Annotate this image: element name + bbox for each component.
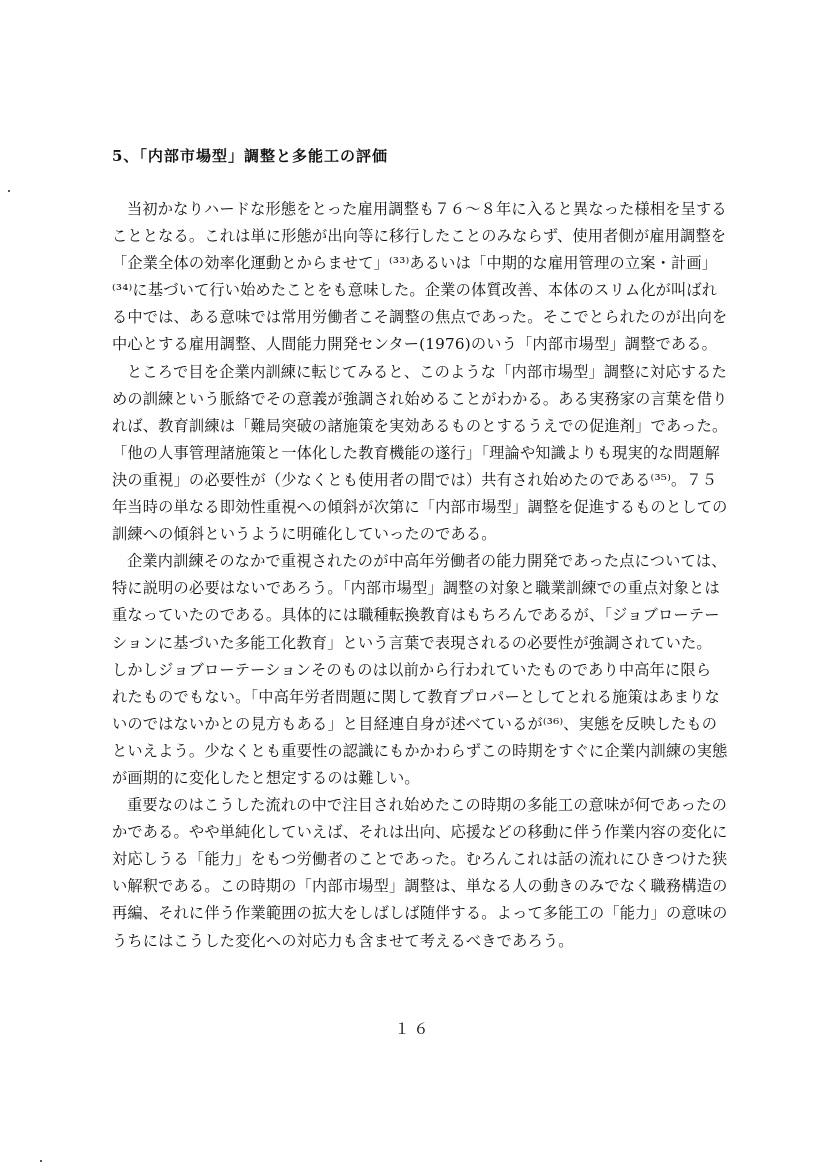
text-line: 再編、それに伴う作業範囲の拡大をしばしば随伴する。よって多能工の「能力」の意味の	[112, 904, 728, 923]
scan-speck	[40, 1160, 42, 1162]
page-number: １６	[394, 1020, 433, 1038]
text-line: 訓練への傾斜というように明確化していったのである。	[112, 525, 497, 544]
text-line: 当初かなりハードな形態をとった雇用調整も７６～８年に入ると異なった様相を呈する	[127, 200, 727, 218]
text-line: 重なっていたのである。具体的には職種転換教育はもちろんであるが、「ジョブローテー	[112, 606, 720, 625]
text-line: る中では、ある意味では常用労働者こそ調整の焦点であった。そこでとられたのが出向を	[112, 308, 728, 327]
text-line: こととなる。これは単に形態が出向等に移行したことのみならず、使用者側が雇用調整を	[112, 227, 727, 246]
text-line: 「他の人事管理諸施策と一体化した教育機能の遂行」「理論や知識よりも現実的な問題解	[112, 443, 720, 462]
text-line: い解釈である。この時期の「内部市場型」調整は、単なる人の動きのみでなく職務構造の	[112, 877, 728, 896]
text-line: 年当時の単なる即効性重視への傾斜が次第に「内部市場型」調整を促進するものとしての	[112, 498, 728, 517]
text-line: 企業内訓練そのなかで重視されたのが中高年労働者の能力開発であった点については、	[127, 552, 727, 571]
text-line: しかしジョブローテーションそのものは以前から行われていたものであり中高年に限ら	[112, 660, 712, 679]
section-heading: 5、「内部市場型」調整と多能工の評価	[112, 147, 388, 165]
text-line: れたものでもない。「中高年労者問題に関して教育プロパーとしてとれる施策はあまりな	[112, 687, 720, 706]
text-line: 決の重視」の必要性が（少なくとも使用者の間では）共有され始めたのである⁽³⁵⁾。７５	[112, 470, 718, 489]
text-line: ⁽³⁴⁾に基づいて行い始めたことをも意味した。企業の体質改善、本体のスリム化が叫ばれ	[112, 281, 718, 300]
text-line: ションに基づいた多能工化教育」という言葉で表現されるの必要性が強調されていた。	[112, 633, 712, 652]
text-line: 重要なのはこうした流れの中で注目され始めたこの時期の多能工の意味が何であったの	[127, 796, 727, 815]
text-line: 「企業全体の効率化運動とからませて」⁽³³⁾あるいは「中期的な雇用管理の立案・計画」	[112, 254, 718, 273]
text-line: 中心とする雇用調整、人間能力開発センター(1976)のいう「内部市場型」調整である。	[112, 335, 718, 354]
text-line: 特に説明の必要はないであろう。「内部市場型」調整の対象と職業訓練での重点対象とは	[112, 579, 720, 598]
text-line: 対応しうる「能力」をもつ労働者のことであった。むろんこれは話の流れにひきつけた狭	[112, 850, 728, 869]
text-line: かである。やや単純化していえば、それは出向、応援などの移動に伴う作業内容の変化に	[112, 823, 728, 842]
text-line: といえよう。少なくとも重要性の認識にもかかわらずこの時期をすぐに企業内訓練の実態	[112, 741, 728, 760]
body-text	[112, 196, 752, 955]
text-line: れば、教育訓練は「難局突破の諸施策を実効あるものとするうえでの促進剤」であった。	[112, 416, 728, 435]
text-line: ところで目を企業内訓練に転じてみると、このような「内部市場型」調整に対応するた	[127, 362, 727, 381]
text-line: いのではないかとの見方もある」と目経連自身が述べているが⁽³⁶⁾、実態を反映したもの	[112, 714, 718, 733]
text-line: めの訓練という脈絡でその意義が強調され始めることがわかる。ある実務家の言葉を借り	[112, 389, 728, 408]
text-line: うちにはこうした変化への対応力も含ませて考えるべきであろう。	[112, 931, 574, 950]
scan-speck	[8, 190, 10, 192]
text-line: が画期的に変化したと想定するのは難しい。	[112, 768, 420, 787]
